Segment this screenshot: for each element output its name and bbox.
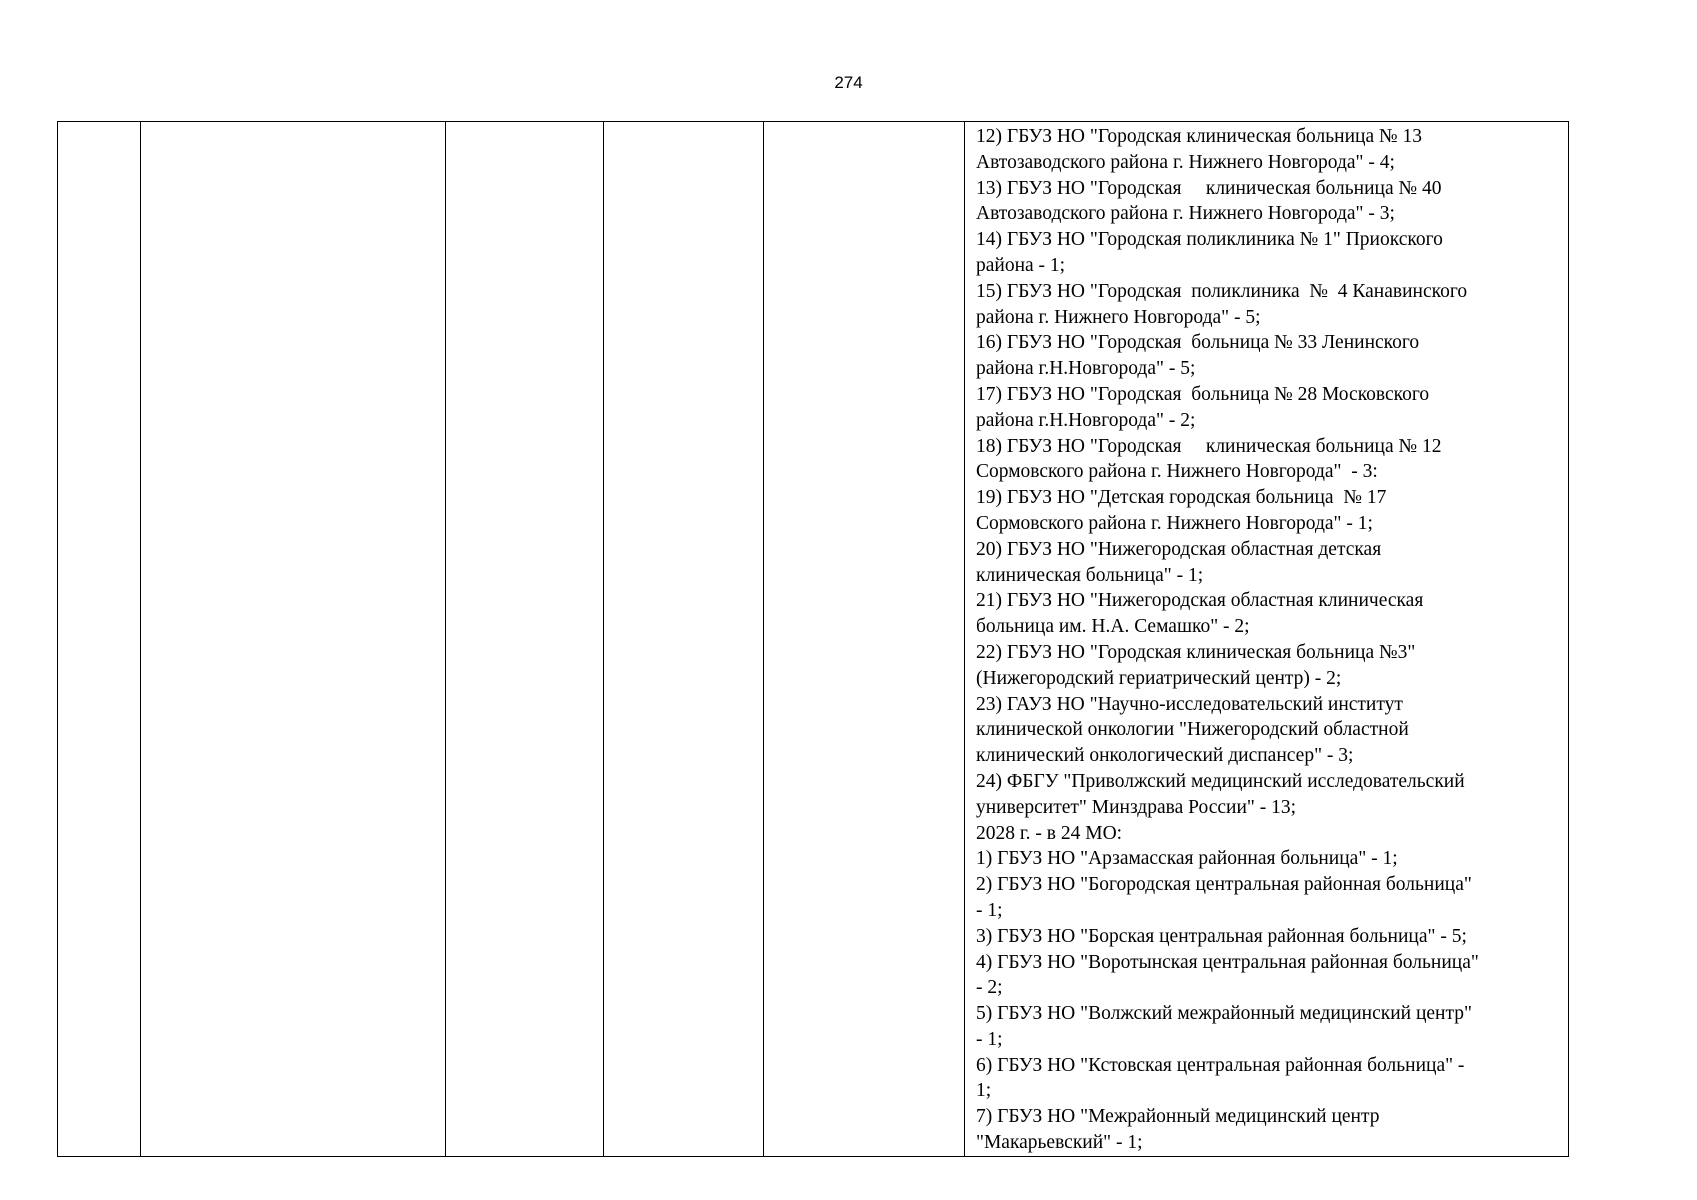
table-row bbox=[58, 122, 1569, 1157]
cell-col3 bbox=[446, 122, 604, 1157]
text-line: - 1; bbox=[976, 1028, 1003, 1050]
text-line: 17) ГБУЗ НО "Городская больница № 28 Московского bbox=[976, 383, 1430, 405]
text-line: 1) ГБУЗ НО "Арзамасская районная больница" - 1; bbox=[976, 848, 1398, 870]
text-line: района - 1; bbox=[976, 254, 1066, 276]
text-line: Автозаводского района г. Нижнего Новгорода" - 3; bbox=[976, 203, 1395, 225]
text-line: 2028 г. - в 24 МО: bbox=[976, 822, 1123, 844]
institution-list bbox=[965, 122, 1568, 1156]
text-line: района г. Нижнего Новгорода" - 5; bbox=[976, 306, 1261, 328]
text-line: района г.Н.Новгорода" - 5; bbox=[976, 358, 1196, 380]
text-line: клиническая больница" - 1; bbox=[976, 564, 1204, 586]
text-line: 15) ГБУЗ НО "Городская поликлиника № 4 Канавинского bbox=[976, 280, 1468, 302]
text-line: 13) ГБУЗ НО "Городская клиническая больница № 40 bbox=[976, 177, 1442, 199]
text-line: 18) ГБУЗ НО "Городская клиническая больница № 12 bbox=[976, 435, 1442, 457]
text-line: 14) ГБУЗ НО "Городская поликлиника № 1" Приокского bbox=[976, 229, 1443, 251]
page-number: 274 bbox=[834, 73, 863, 92]
text-line: 12) ГБУЗ НО "Городская клиническая больница № 13 bbox=[976, 126, 1422, 147]
text-line: 21) ГБУЗ НО "Нижегородская областная клиническая bbox=[976, 590, 1424, 612]
text-line: 5) ГБУЗ НО "Волжский межрайонный медицинский центр" bbox=[976, 1003, 1472, 1025]
text-line: 1; bbox=[976, 1080, 992, 1102]
text-line: Сормовского района г. Нижнего Новгорода" - 1; bbox=[976, 512, 1373, 534]
text-line: 19) ГБУЗ НО "Детская городская больница № 17 bbox=[976, 487, 1387, 509]
text-line: 6) ГБУЗ НО "Кстовская центральная районная больница" - bbox=[976, 1054, 1465, 1076]
text-line: 23) ГАУЗ НО "Научно-исследовательский институт bbox=[976, 693, 1403, 715]
text-line: 20) ГБУЗ НО "Нижегородская областная детская bbox=[976, 538, 1382, 560]
text-line: клинической онкологии "Нижегородский областной bbox=[976, 719, 1409, 741]
cell-col4 bbox=[604, 122, 764, 1157]
text-line: 2) ГБУЗ НО "Богородская центральная районная больница" bbox=[976, 874, 1472, 896]
cell-col1 bbox=[58, 122, 141, 1157]
text-line: (Нижегородский гериатрический центр) - 2; bbox=[976, 667, 1342, 689]
document-table bbox=[57, 121, 1569, 1157]
text-line: 4) ГБУЗ НО "Воротынская центральная районная больница" bbox=[976, 951, 1479, 973]
text-line: - 2; bbox=[976, 977, 1003, 999]
text-line: 7) ГБУЗ НО "Межрайонный медицинский центр bbox=[976, 1106, 1380, 1128]
text-line: - 1; bbox=[976, 899, 1003, 921]
text-line: 16) ГБУЗ НО "Городская больница № 33 Ленинского bbox=[976, 332, 1420, 354]
text-line: 3) ГБУЗ НО "Борская центральная районная больница" - 5; bbox=[976, 925, 1467, 947]
text-line: больница им. Н.А. Семашко" - 2; bbox=[976, 616, 1250, 638]
cell-col6 bbox=[965, 122, 1569, 1157]
text-line: "Макарьевский" - 1; bbox=[976, 1132, 1143, 1154]
text-line: университет" Минздрава России" - 13; bbox=[976, 796, 1297, 818]
text-line: клинический онкологический диспансер" - 3; bbox=[976, 745, 1354, 767]
text-line: Автозаводского района г. Нижнего Новгорода" - 4; bbox=[976, 151, 1395, 173]
text-line: 24) ФБГУ "Приволжский медицинский исследовательский bbox=[976, 770, 1465, 792]
cell-col2 bbox=[141, 122, 446, 1157]
text-line: 22) ГБУЗ НО "Городская клиническая больница №3" bbox=[976, 641, 1416, 663]
cell-col5 bbox=[764, 122, 965, 1157]
text-line: района г.Н.Новгорода" - 2; bbox=[976, 409, 1196, 431]
text-line: Сормовского района г. Нижнего Новгорода" - 3: bbox=[976, 461, 1378, 483]
